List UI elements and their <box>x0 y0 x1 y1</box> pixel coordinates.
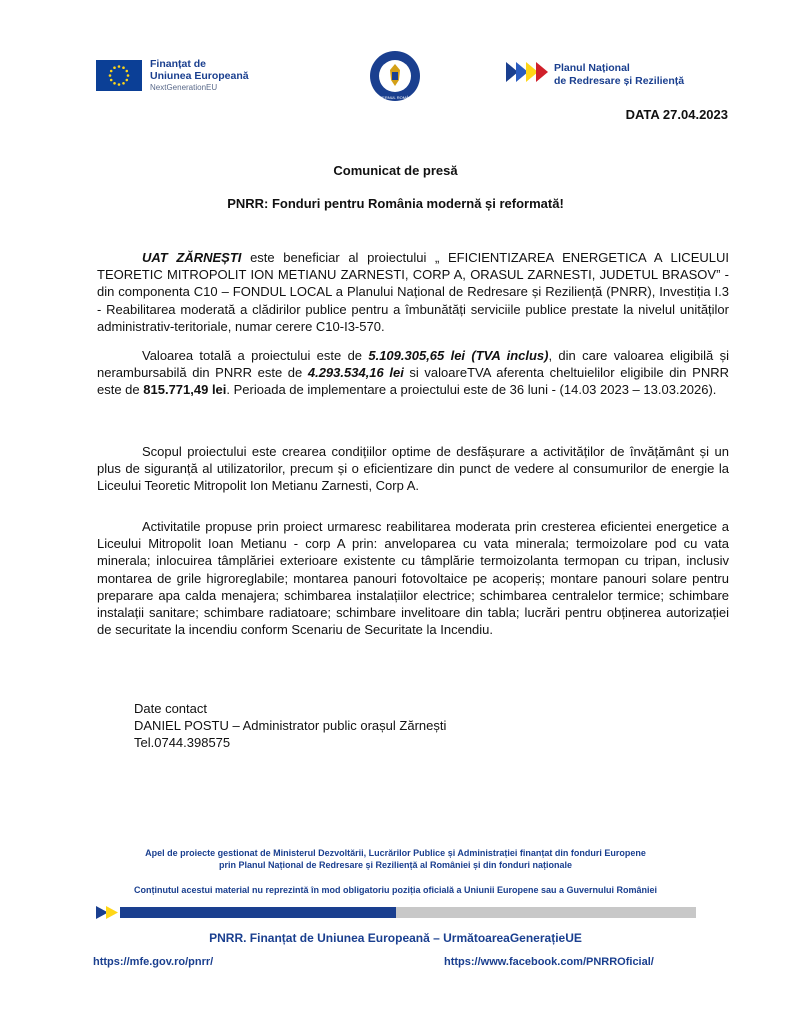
mfe-link[interactable]: https://mfe.gov.ro/pnrr/ <box>93 956 214 968</box>
eu-line2: Uniunea Europeană <box>150 70 249 82</box>
seal-text: GUVERNUL ROMÂNIEI <box>373 95 417 100</box>
beneficiary-name: UAT ZĂRNEȘTI <box>142 250 242 265</box>
government-seal-icon <box>369 50 421 102</box>
contact-phone: Tel.0744.398575 <box>134 735 231 751</box>
value-text-c: si valoareTVA aferenta cheltuielilor eligibile din PNRR este de <box>97 365 729 398</box>
paragraph-purpose <box>97 443 729 495</box>
value-text-b: , din care valoarea eligibilă și nerambursabilă din PNRR este de <box>97 348 729 381</box>
document-date: DATA 27.04.2023 <box>625 107 728 122</box>
footer-stripe <box>96 906 696 919</box>
pnrr-logo-icon <box>506 60 550 89</box>
footer-call-text <box>0 847 791 871</box>
value-text-d: . Perioada de implementare a proiectului este de 36 luni - (14.03 2023 – 13.03.2026). <box>226 382 717 398</box>
page-subtitle: PNRR: Fonduri pentru România modernă și reformată! <box>227 196 564 211</box>
footer-line1: Apel de proiecte gestionat de Ministerul Dezvoltării, Lucrărilor Publice și Administrației finanțat din fonduri Europene <box>145 848 646 858</box>
activities-text: Activitatile propuse prin proiect urmaresc reabilitarea moderata prin cresterea eficientei energetice a Liceului Mitropolit Ioan Metianu - corp A prin: anveloparea cu vata minerala; termoizolare pod cu vata minerala; inlocuirea tâmplăriei exterioare existente cu tâmplărie termoizolanta termopan cu tripan, inclusiv montarea de grile higroreglabile; montarea panouri fotovoltaice pe acoperiș; montare panouri solare pentru preparare apa calda menajera; schimbarea instalațiilor electrice; schimbarea centralelor termice; schimbare instalații sanitare; schimbare radiatoare; schimbare invelitoare din tabla; lucrări pentru obținerea autorizației de securitate la incendiu conform Scenariu de Securitate la Incendiu. <box>97 519 729 638</box>
eu-funding-label <box>150 58 249 94</box>
pnrr-line1: Planul Național <box>554 62 630 74</box>
beneficiary-text: este beneficiar al proiectului „ EFICIENTIZAREA ENERGETICA A LICEULUI TEORETIC MITROPOLIT ION METIANU ZARNESTI, CORP A, ORASUL ZARNESTI, JUDETUL BRASOV” - din componenta C10 – FONDUL LOCAL a Planului Național de Redresare și Reziliență (PNRR), Investiția I.3 - Reabilitarea moderată a clădirilor publice pentru a îmbunătăți serviciile publice prestate la nivelul unităților administrativ-teritoriale, numar cerere C10-I3-570. <box>97 250 729 334</box>
pnrr-line2: de Redresare și Reziliență <box>554 75 685 87</box>
paragraph-activities <box>97 518 729 638</box>
contact-person: DANIEL POSTU – Administrator public orașul Zărnești <box>134 718 447 734</box>
eu-line1: Finanțat de <box>150 58 207 70</box>
value-text-a: Valoarea totală a proiectului este de <box>142 348 369 363</box>
footer-slogan: PNRR. Finanțat de Uniunea Europeană – UrmătoareaGenerațieUE <box>209 931 582 945</box>
footer-disclaimer: Conținutul acestui material nu reprezintă în mod obligatoriu poziția oficială a Uniunii Europene sau a Guvernului României <box>133 885 658 895</box>
eu-line3: NextGenerationEU <box>150 83 218 92</box>
paragraph-beneficiary <box>97 249 729 335</box>
contact-block <box>134 700 446 752</box>
pnrr-label <box>554 62 684 88</box>
page-title: Comunicat de presă <box>333 163 458 178</box>
contact-heading: Date contact <box>134 701 207 716</box>
paragraph-value <box>97 347 729 399</box>
eligible-value: 4.293.534,16 lei <box>307 365 404 381</box>
purpose-text: Scopul proiectului este crearea condițiilor optime de desfășurare a activităților de învățământ și un plus de siguranță al utilizatorilor, precum și o eficientizare din punct de vedere al consumurilor de energie la Liceului Teoretic Mitropolit Ion Metianu Zarnesti, Corp A. <box>97 444 729 494</box>
footer-line2: prin Planul Național de Redresare și Reziliență al României și din fonduri naționale <box>218 860 573 870</box>
eu-flag-icon <box>96 60 142 91</box>
total-value: 5.109.305,65 lei (TVA inclus) <box>368 348 549 363</box>
tva-value: 815.771,49 lei <box>143 382 227 398</box>
facebook-link[interactable]: https://www.facebook.com/PNRROficial/ <box>444 956 654 968</box>
